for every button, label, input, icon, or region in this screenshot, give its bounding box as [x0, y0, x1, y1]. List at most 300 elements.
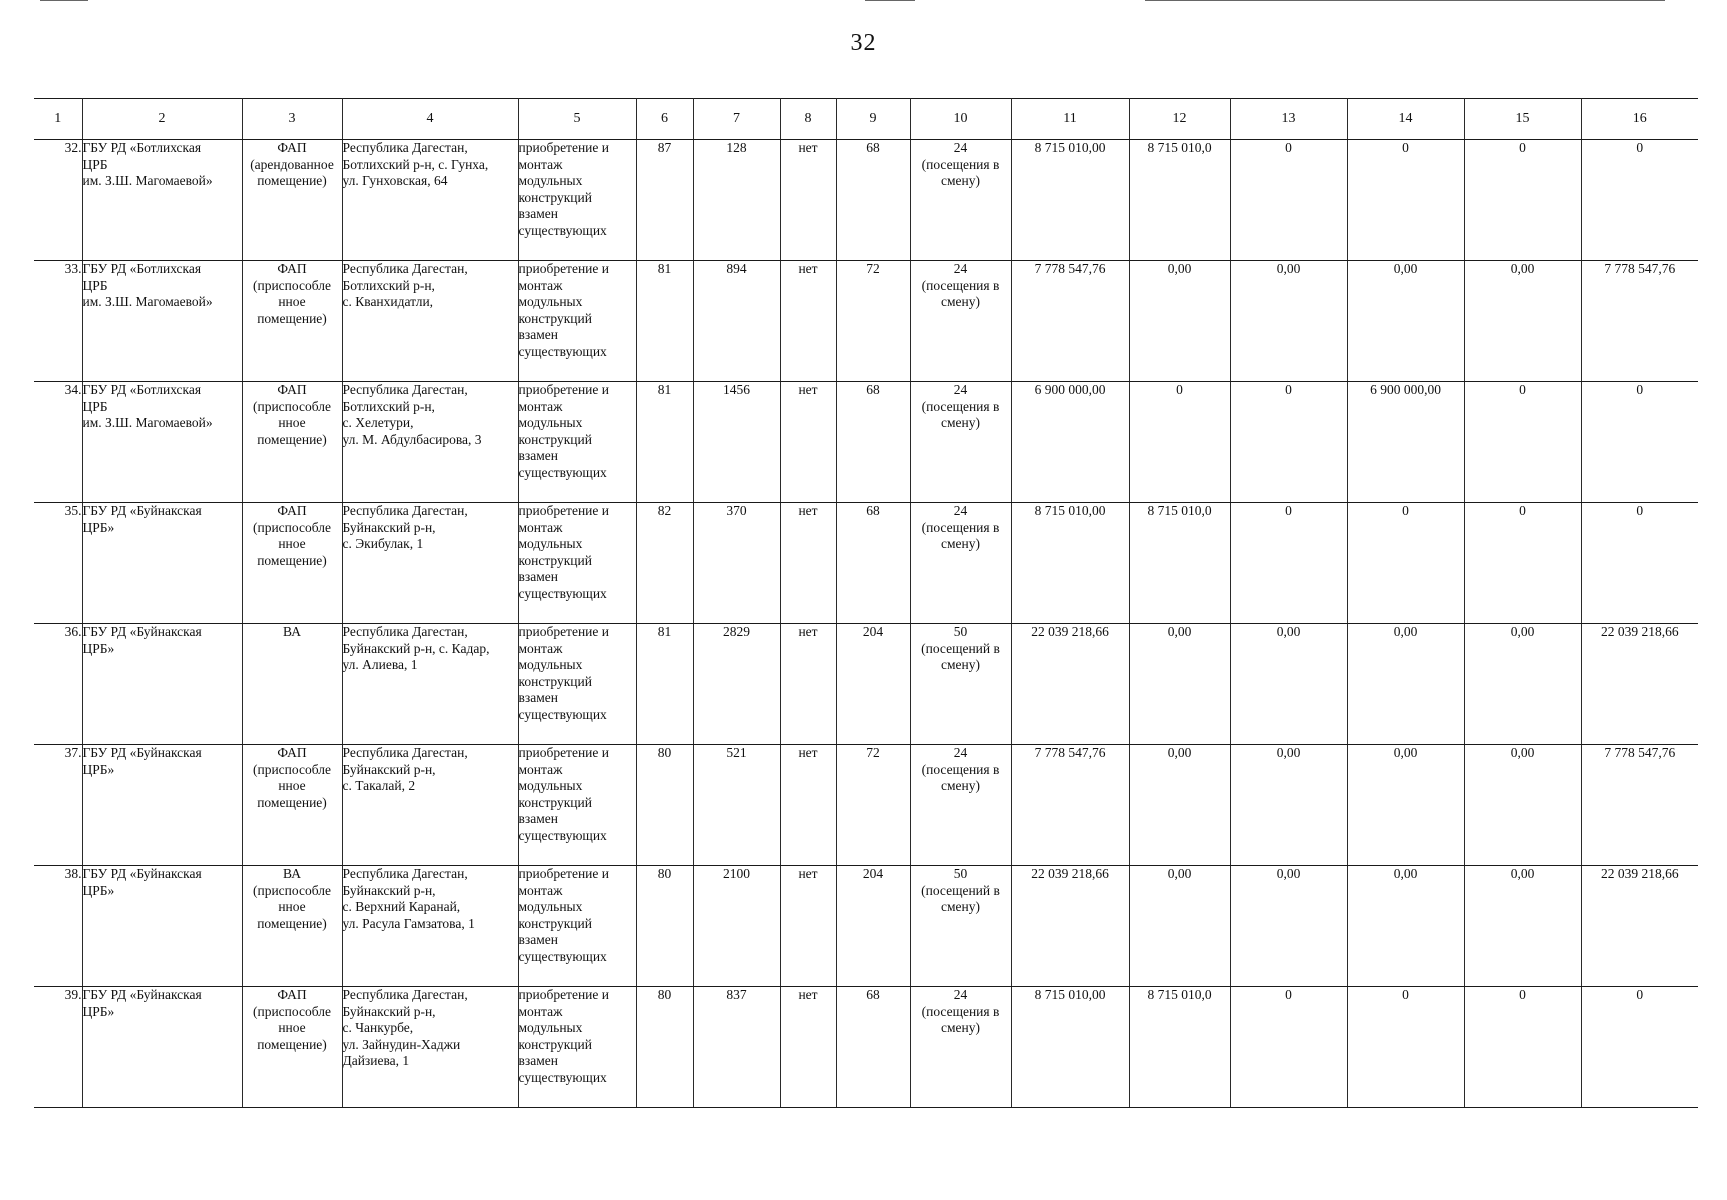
cell-col-13-value: 0,00 — [1276, 745, 1301, 760]
cell-col-6-value: 81 — [657, 261, 672, 276]
column-header: 6 — [636, 99, 693, 140]
cell-facility-type-line: помещение) — [257, 431, 327, 447]
cell-facility-type-line: (приспособле — [252, 761, 331, 777]
cell-col-6 — [636, 140, 693, 261]
cell-col-8 — [780, 503, 836, 624]
cell-capacity-line: 24 — [953, 140, 968, 155]
cell-col-16-value: 0 — [1636, 140, 1644, 155]
cell-capacity-line: смену) — [941, 657, 980, 672]
cell-col-15 — [1464, 261, 1581, 382]
cell-facility-type-line: помещение) — [257, 1036, 327, 1052]
cell-capacity — [910, 503, 1011, 624]
cell-col-11 — [1011, 503, 1129, 624]
cell-address-line: Буйнакский р-н, — [342, 519, 436, 535]
cell-address — [342, 503, 518, 624]
cell-address-line: Буйнакский р-н, с. Кадар, — [342, 640, 490, 656]
cell-row-number-value: 32. — [64, 140, 82, 155]
cell-capacity — [910, 745, 1011, 866]
cell-address-line: ул. Алиева, 1 — [342, 657, 418, 672]
cell-col-13-value: 0,00 — [1276, 866, 1301, 881]
column-header: 8 — [780, 99, 836, 140]
cell-col-13 — [1230, 503, 1347, 624]
cell-capacity-line: (посещения в — [921, 761, 1000, 777]
cell-col-6-value: 80 — [657, 987, 672, 1002]
cell-purpose — [518, 624, 636, 745]
cell-address-line: с. Экибулак, 1 — [342, 536, 424, 551]
cell-col-6 — [636, 987, 693, 1108]
table-row — [34, 382, 1698, 503]
column-header: 1 — [34, 99, 82, 140]
cell-organization-line: им. З.Ш. Магомаевой» — [82, 173, 213, 188]
column-header: 15 — [1464, 99, 1581, 140]
cell-address-line: Республика Дагестан, — [342, 745, 468, 760]
cell-row-number-value: 34. — [64, 382, 82, 397]
cell-col-9-value: 68 — [866, 140, 880, 155]
cell-col-8-value: нет — [798, 745, 818, 760]
cell-col-16 — [1581, 866, 1698, 987]
cell-capacity-line: смену) — [941, 1020, 980, 1035]
cell-purpose-line: монтаж — [518, 640, 563, 656]
cell-col-8-value: нет — [798, 140, 818, 155]
cell-col-7-value: 128 — [726, 140, 747, 155]
table-row — [34, 503, 1698, 624]
cell-col-11-value: 8 715 010,00 — [1034, 503, 1106, 518]
cell-row-number-value: 35. — [64, 503, 82, 518]
cell-facility-type-line: помещение) — [257, 173, 327, 188]
cell-purpose-line: приобретение и — [518, 624, 609, 639]
cell-col-11 — [1011, 382, 1129, 503]
cell-col-9 — [836, 382, 910, 503]
cell-purpose-line: существующих — [518, 706, 607, 722]
cell-capacity — [910, 624, 1011, 745]
cell-facility-type-line: (приспособле — [252, 519, 331, 535]
cell-purpose-line: взамен — [518, 327, 558, 342]
column-header: 3 — [242, 99, 342, 140]
cell-col-11 — [1011, 261, 1129, 382]
cell-capacity-line: (посещений в — [921, 882, 1000, 898]
cell-col-11-value: 7 778 547,76 — [1034, 261, 1106, 276]
cell-purpose-line: монтаж — [518, 398, 563, 414]
cell-organization-line: им. З.Ш. Магомаевой» — [82, 294, 213, 309]
cell-capacity-line: смену) — [941, 899, 980, 914]
cell-col-15 — [1464, 866, 1581, 987]
cell-col-14 — [1347, 866, 1464, 987]
cell-capacity-line: смену) — [941, 778, 980, 793]
cell-organization-line: ЦРБ — [82, 156, 108, 172]
cell-col-15-value: 0 — [1519, 503, 1526, 518]
cell-capacity-line: смену) — [941, 294, 980, 309]
cell-col-8 — [780, 140, 836, 261]
cell-purpose-line: существующих — [518, 222, 607, 238]
cell-col-14 — [1347, 503, 1464, 624]
cell-address-line: Республика Дагестан, — [342, 866, 468, 881]
cell-col-8 — [780, 624, 836, 745]
cell-capacity — [910, 866, 1011, 987]
cell-capacity-line: (посещения в — [921, 1003, 1000, 1019]
cell-purpose-line: конструкций — [518, 310, 592, 326]
cell-col-9-value: 204 — [862, 866, 884, 881]
cell-organization-line: ГБУ РД «Буйнакская — [82, 503, 202, 518]
cell-col-8-value: нет — [798, 987, 818, 1002]
cell-col-15 — [1464, 140, 1581, 261]
cell-col-6-value: 81 — [657, 624, 672, 639]
cell-organization-line: ЦРБ» — [82, 1003, 115, 1019]
column-header: 11 — [1011, 99, 1129, 140]
cell-facility-type-line: (приспособле — [252, 398, 331, 414]
cell-address-line: Ботлихский р-н, — [342, 277, 435, 293]
cell-organization-line: ГБУ РД «Буйнакская — [82, 866, 202, 881]
cell-col-11-value: 22 039 218,66 — [1031, 866, 1109, 881]
table-row — [34, 987, 1698, 1108]
cell-facility-type — [242, 503, 342, 624]
cell-purpose — [518, 140, 636, 261]
cell-facility-type-line: ФАП — [277, 987, 307, 1002]
cell-col-16 — [1581, 261, 1698, 382]
cell-row-number-value: 39. — [64, 987, 82, 1002]
cell-organization-line: ЦРБ — [82, 277, 108, 293]
cell-col-11 — [1011, 866, 1129, 987]
cell-capacity-line: (посещения в — [921, 277, 1000, 293]
cell-col-12-value: 0,00 — [1167, 745, 1192, 760]
cell-col-13 — [1230, 745, 1347, 866]
cell-facility-type-line: (арендованное — [250, 156, 334, 172]
cell-col-16 — [1581, 745, 1698, 866]
cell-col-9 — [836, 140, 910, 261]
cell-col-7-value: 2829 — [723, 624, 750, 639]
cell-facility-type-line: нное — [278, 294, 306, 309]
cell-capacity-line: 50 — [953, 866, 968, 881]
column-header: 9 — [836, 99, 910, 140]
cell-purpose-line: взамен — [518, 932, 558, 947]
cell-facility-type-line: помещение) — [257, 915, 327, 931]
cell-col-6 — [636, 382, 693, 503]
cell-col-15-value: 0,00 — [1510, 745, 1535, 760]
cell-capacity-line: смену) — [941, 173, 980, 188]
cell-col-14-value: 0,00 — [1393, 624, 1418, 639]
cell-col-11 — [1011, 745, 1129, 866]
cell-col-13 — [1230, 987, 1347, 1108]
cell-address-line: ул. Зайнудин-Хаджи — [342, 1036, 461, 1052]
cell-col-15-value: 0,00 — [1510, 866, 1535, 881]
cell-col-15-value: 0,00 — [1510, 261, 1535, 276]
cell-purpose-line: конструкций — [518, 431, 592, 447]
cell-purpose-line: существующих — [518, 948, 607, 964]
cell-purpose-line: монтаж — [518, 761, 563, 777]
cell-col-9 — [836, 745, 910, 866]
cell-col-9-value: 68 — [866, 987, 880, 1002]
cell-col-7-value: 2100 — [723, 866, 750, 881]
cell-col-15-value: 0 — [1519, 140, 1526, 155]
cell-facility-type-line: нное — [278, 899, 306, 914]
cell-col-11 — [1011, 140, 1129, 261]
cell-purpose-line: приобретение и — [518, 261, 609, 276]
cell-capacity — [910, 382, 1011, 503]
cell-col-14-value: 0,00 — [1393, 261, 1418, 276]
cell-col-12 — [1129, 987, 1230, 1108]
cell-col-16-value: 7 778 547,76 — [1604, 745, 1676, 760]
cell-purpose-line: существующих — [518, 464, 607, 480]
cell-col-14-value: 0 — [1402, 987, 1409, 1002]
cell-organization — [82, 624, 242, 745]
cell-address-line: с. Верхний Каранай, — [342, 899, 461, 914]
cell-purpose-line: конструкций — [518, 189, 592, 205]
page-number: 32 — [850, 30, 877, 56]
cell-col-8 — [780, 866, 836, 987]
cell-col-11-value: 8 715 010,00 — [1034, 140, 1106, 155]
data-table — [34, 98, 1698, 1108]
cell-row-number-value: 33. — [64, 261, 82, 276]
cell-col-14-value: 6 900 000,00 — [1370, 382, 1441, 397]
cell-purpose-line: модульных — [518, 778, 583, 793]
cell-col-13 — [1230, 140, 1347, 261]
cell-facility-type — [242, 261, 342, 382]
cell-row-number — [34, 382, 82, 503]
cell-address-line: Республика Дагестан, — [342, 382, 468, 397]
cell-row-number — [34, 866, 82, 987]
cell-organization-line: ЦРБ» — [82, 882, 115, 898]
cell-facility-type-line: нное — [278, 415, 306, 430]
cell-col-12-value: 0,00 — [1167, 261, 1192, 276]
cell-capacity-line: 24 — [953, 261, 968, 276]
cell-col-9-value: 72 — [866, 261, 880, 276]
cell-capacity-line: 24 — [953, 987, 968, 1002]
cell-purpose-line: монтаж — [518, 1003, 563, 1019]
cell-col-13 — [1230, 624, 1347, 745]
cell-purpose-line: приобретение и — [518, 140, 609, 155]
cell-facility-type-line: (приспособле — [252, 1003, 331, 1019]
cell-col-7-value: 837 — [726, 987, 747, 1002]
table-body — [34, 140, 1698, 1108]
cell-col-15 — [1464, 745, 1581, 866]
cell-address-line: ул. М. Абдулбасирова, 3 — [342, 431, 482, 447]
cell-address-line: ул. Гунховская, 64 — [342, 173, 448, 188]
cell-col-13 — [1230, 382, 1347, 503]
cell-capacity-line: (посещений в — [921, 640, 1000, 656]
cell-address-line: Буйнакский р-н, — [342, 882, 436, 898]
cell-facility-type — [242, 140, 342, 261]
cell-purpose-line: конструкций — [518, 552, 592, 568]
cell-facility-type-line: ФАП — [277, 382, 307, 397]
cell-col-6 — [636, 503, 693, 624]
cell-address-line: Буйнакский р-н, — [342, 1003, 436, 1019]
cell-address-line: Республика Дагестан, — [342, 140, 468, 155]
cell-facility-type-line: ФАП — [277, 503, 307, 518]
cell-organization-line: ЦРБ — [82, 398, 108, 414]
cell-purpose-line: существующих — [518, 1069, 607, 1085]
cell-capacity-line: (посещения в — [921, 519, 1000, 535]
cell-address-line: Ботлихский р-н, — [342, 398, 435, 414]
cell-col-11-value: 8 715 010,00 — [1034, 987, 1106, 1002]
cell-col-7 — [693, 382, 780, 503]
cell-purpose — [518, 745, 636, 866]
cell-organization-line: ГБУ РД «Буйнакская — [82, 987, 202, 1002]
cell-organization-line: ГБУ РД «Буйнакская — [82, 624, 202, 639]
cell-col-14 — [1347, 745, 1464, 866]
cell-col-13-value: 0,00 — [1276, 624, 1301, 639]
cell-address — [342, 987, 518, 1108]
cell-purpose-line: модульных — [518, 415, 583, 430]
cell-address-line: с. Кванхидатли, — [342, 294, 434, 309]
cell-organization-line: ЦРБ» — [82, 640, 115, 656]
cell-capacity-line: смену) — [941, 415, 980, 430]
cell-col-8-value: нет — [798, 382, 818, 397]
cell-address-line: с. Такалай, 2 — [342, 778, 416, 793]
cell-purpose-line: модульных — [518, 1020, 583, 1035]
cell-facility-type-line: (приспособле — [252, 277, 331, 293]
cell-row-number — [34, 140, 82, 261]
cell-row-number-value: 36. — [64, 624, 82, 639]
cell-col-6-value: 80 — [657, 866, 672, 881]
cell-address — [342, 745, 518, 866]
cell-organization-line: ЦРБ» — [82, 519, 115, 535]
cell-col-7 — [693, 503, 780, 624]
cell-facility-type — [242, 866, 342, 987]
cell-address-line: ул. Расула Гамзатова, 1 — [342, 915, 475, 931]
cell-purpose-line: конструкций — [518, 794, 592, 810]
cell-col-6-value: 87 — [657, 140, 672, 155]
cell-col-6-value: 80 — [657, 745, 672, 760]
cell-purpose-line: приобретение и — [518, 866, 609, 881]
cell-col-8-value: нет — [798, 624, 818, 639]
cell-purpose-line: взамен — [518, 811, 558, 826]
cell-col-14 — [1347, 261, 1464, 382]
cell-purpose-line: монтаж — [518, 156, 563, 172]
cell-col-12 — [1129, 382, 1230, 503]
cell-purpose-line: конструкций — [518, 673, 592, 689]
cell-col-8-value: нет — [798, 866, 818, 881]
cell-purpose-line: существующих — [518, 585, 607, 601]
cell-organization-line: ГБУ РД «Ботлихская — [82, 261, 202, 276]
cell-col-7 — [693, 624, 780, 745]
cell-col-7-value: 894 — [726, 261, 747, 276]
cell-col-13 — [1230, 261, 1347, 382]
cell-col-12 — [1129, 624, 1230, 745]
cell-col-7 — [693, 261, 780, 382]
cell-purpose-line: конструкций — [518, 915, 592, 931]
cell-col-14 — [1347, 624, 1464, 745]
cell-purpose-line: приобретение и — [518, 382, 609, 397]
cell-row-number — [34, 745, 82, 866]
cell-col-12-value: 8 715 010,0 — [1147, 503, 1212, 518]
cell-row-number — [34, 261, 82, 382]
cell-organization — [82, 745, 242, 866]
cell-col-8-value: нет — [798, 503, 818, 518]
column-header: 7 — [693, 99, 780, 140]
cell-capacity-line: 24 — [953, 503, 968, 518]
cell-address-line: Дайзиева, 1 — [342, 1053, 410, 1068]
cell-col-15 — [1464, 624, 1581, 745]
cell-organization-line: ЦРБ» — [82, 761, 115, 777]
cell-capacity-line: (посещения в — [921, 156, 1000, 172]
cell-purpose-line: модульных — [518, 173, 583, 188]
cell-col-6 — [636, 745, 693, 866]
cell-address-line: с. Хелетури, — [342, 415, 414, 430]
cell-col-7-value: 521 — [726, 745, 747, 760]
cell-purpose-line: взамен — [518, 1053, 558, 1068]
cell-capacity — [910, 261, 1011, 382]
cell-facility-type-line: ВА — [283, 624, 301, 639]
cell-col-11-value: 6 900 000,00 — [1034, 382, 1106, 397]
cell-purpose-line: монтаж — [518, 277, 563, 293]
cell-purpose-line: модульных — [518, 536, 583, 551]
cell-col-6 — [636, 261, 693, 382]
cell-col-8 — [780, 745, 836, 866]
cell-address — [342, 261, 518, 382]
cell-capacity — [910, 987, 1011, 1108]
cell-address — [342, 866, 518, 987]
cell-facility-type-line: нное — [278, 778, 306, 793]
cell-address-line: с. Чанкурбе, — [342, 1020, 414, 1035]
cell-facility-type-line: нное — [278, 1020, 306, 1035]
cell-col-12-value: 0,00 — [1167, 624, 1192, 639]
column-header: 16 — [1581, 99, 1698, 140]
cell-purpose-line: взамен — [518, 569, 558, 584]
cell-col-9 — [836, 624, 910, 745]
cell-facility-type-line: помещение) — [257, 552, 327, 568]
cell-col-12 — [1129, 140, 1230, 261]
cell-col-16-value: 0 — [1636, 503, 1644, 518]
column-header: 10 — [910, 99, 1011, 140]
cell-col-12-value: 8 715 010,0 — [1147, 140, 1212, 155]
cell-col-9-value: 72 — [866, 745, 880, 760]
cell-purpose-line: приобретение и — [518, 745, 609, 760]
cell-address-line: Республика Дагестан, — [342, 624, 468, 639]
cell-col-11-value: 7 778 547,76 — [1034, 745, 1106, 760]
cell-purpose-line: модульных — [518, 657, 583, 672]
cell-purpose-line: взамен — [518, 690, 558, 705]
cell-col-12 — [1129, 261, 1230, 382]
cell-purpose-line: приобретение и — [518, 987, 609, 1002]
cell-facility-type-line: ВА — [283, 866, 301, 881]
cell-organization — [82, 987, 242, 1108]
column-header: 2 — [82, 99, 242, 140]
cell-col-7-value: 370 — [726, 503, 747, 518]
cell-col-15-value: 0 — [1519, 987, 1526, 1002]
cell-col-14-value: 0 — [1402, 503, 1409, 518]
cell-col-7 — [693, 866, 780, 987]
cell-organization-line: ГБУ РД «Ботлихская — [82, 140, 202, 155]
cell-col-7-value: 1456 — [723, 382, 750, 397]
cell-capacity-line: смену) — [941, 536, 980, 551]
cell-col-13-value: 0 — [1285, 382, 1292, 397]
cell-organization-line: ГБУ РД «Буйнакская — [82, 745, 202, 760]
scan-edge-mark-left — [40, 0, 88, 1]
cell-purpose — [518, 987, 636, 1108]
cell-col-16-value: 22 039 218,66 — [1600, 866, 1679, 881]
cell-row-number-value: 38. — [64, 866, 82, 881]
cell-facility-type-line: помещение) — [257, 794, 327, 810]
cell-address-line: Республика Дагестан, — [342, 503, 468, 518]
cell-organization-line: им. З.Ш. Магомаевой» — [82, 415, 213, 430]
cell-col-16 — [1581, 503, 1698, 624]
scan-edge-mark-right — [1145, 0, 1665, 1]
cell-address — [342, 140, 518, 261]
cell-col-15-value: 0 — [1519, 382, 1526, 397]
cell-organization — [82, 382, 242, 503]
cell-col-13-value: 0 — [1285, 140, 1292, 155]
cell-purpose-line: взамен — [518, 206, 558, 221]
cell-purpose — [518, 382, 636, 503]
cell-capacity-line: 24 — [953, 382, 968, 397]
cell-col-12-value: 0 — [1176, 382, 1183, 397]
cell-col-16-value: 22 039 218,66 — [1600, 624, 1679, 639]
cell-col-15 — [1464, 382, 1581, 503]
cell-col-16-value: 0 — [1636, 382, 1644, 397]
cell-col-9 — [836, 261, 910, 382]
cell-col-12-value: 8 715 010,0 — [1147, 987, 1212, 1002]
cell-facility-type-line: ФАП — [277, 745, 307, 760]
cell-organization — [82, 261, 242, 382]
